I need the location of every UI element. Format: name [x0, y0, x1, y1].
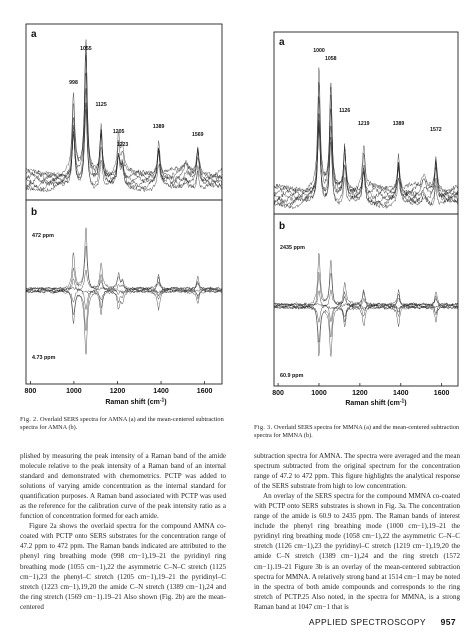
x-tick-label: 1200: [109, 388, 126, 395]
left-text-column: [20, 451, 226, 612]
spectrum-trace: [26, 40, 222, 186]
x-tick-label: 1000: [66, 388, 82, 395]
spectrum-trace: [26, 109, 222, 192]
caption-text: Overlaid SERS spectra for MMNA (a) and the mean-centered subtraction spectra for MMNA (b).: [254, 424, 460, 439]
ppm-low-label: 60.9 ppm: [280, 373, 304, 379]
figure-3: [254, 22, 460, 406]
paragraph: plished by measuring the peak intensity of a Raman band of the amide molecule relative to the peak intensity of a Raman band of an internal standard and demonstrated with chemometrics. PCTP was added to solutions of varying amide concentration as the internal standard for quantification purposes. A Raman band associated with PCTP was used as the reference for the calibration curve of the peak intensity ratio as a function of concentration formed for each amide.: [20, 452, 226, 521]
figure-3-plot: [254, 22, 460, 406]
x-axis-ticks: [25, 381, 213, 395]
panel-b-label: b: [279, 221, 286, 232]
peak-labels: [313, 48, 442, 133]
subtraction-trace: [274, 272, 458, 309]
peak-label-1205: 1205: [112, 129, 125, 135]
peak-label-1389: 1389: [152, 124, 165, 130]
spectrum-trace: [26, 55, 222, 188]
subtraction-trace: [26, 288, 222, 331]
peak-label-1572: 1572: [430, 127, 442, 133]
figure-3-caption: [254, 424, 460, 440]
x-tick-label: 1400: [153, 388, 169, 395]
peak-label-1389: 1389: [392, 121, 405, 127]
page-number: 957: [440, 617, 456, 627]
paragraph: subtraction spectra for AMNA. The spectra were averaged and the mean spectrum subtracted from the original spectrum for the concentration range of 47.2 to 472 ppm. This figure highlights the analytical response of the SERS substrate from high to low concentration.: [254, 452, 460, 491]
x-tick-label: 1600: [196, 388, 213, 395]
page-footer: [309, 617, 456, 627]
panel-a-traces: [274, 68, 458, 209]
subtraction-trace: [274, 303, 458, 356]
peak-label-1569: 1569: [192, 132, 204, 138]
panel-a-traces: [26, 40, 222, 193]
figure-2-plot: [20, 22, 226, 406]
ppm-high-label: 472 ppm: [32, 233, 54, 239]
x-tick-label: 1000: [311, 390, 327, 397]
panel-a-label: a: [31, 29, 37, 40]
paragraph: An overlay of the SERS spectra for the compound MMNA co-coated with PCTP onto SERS substrates is shown in Fig. 3a. The concentration range of the amide is 60.9 to 2435 ppm. The Raman bands of interest include the phenyl ring breathing mode (1000 cm−1),19–21 the pyridinyl ring breathing mode (1058 cm−1),22 the asymmetric C–N–C stretch (1126 cm−1),23 the pyridinyl–C stretch (1219 cm−1),19,20 the amide C–N stretch (1389 cm−1),24 and the ring stretch (1572 cm−1).19–21 Figure 3b is an overlay of the mean-centered subtraction spectra for MMNA. A relatively strong band at 1514 cm−1 may be noted in the spectra of both amide compounds and corresponds to the ring stretch of PCTP.25 Also noted, in the spectra for MMNA, is a strong Raman band at 1047 cm−1 that is: [254, 492, 460, 611]
panel-a-label: a: [279, 37, 285, 48]
spectrum-trace: [274, 123, 458, 208]
caption-label: Fig. 3.: [254, 424, 273, 431]
right-text-column: [254, 451, 460, 612]
subtraction-trace: [26, 228, 222, 292]
peak-label-998: 998: [69, 80, 78, 86]
caption-label: Fig. 2.: [20, 416, 39, 423]
x-tick-label: 1600: [433, 390, 450, 397]
x-tick-label: 1400: [393, 390, 409, 397]
x-axis-title: Raman shift $(cm^{-1})$: [105, 397, 167, 406]
journal-name: APPLIED SPECTROSCOPY: [308, 617, 426, 627]
peak-label-1223: 1223: [116, 142, 129, 148]
panel-b-frame: [274, 214, 458, 386]
ppm-high-label: 2435 ppm: [280, 245, 305, 251]
ppm-low-label: 4.73 ppm: [32, 355, 56, 361]
subtraction-trace: [274, 253, 458, 309]
figure-2-caption: [20, 416, 224, 432]
panel-b-traces: [26, 228, 222, 355]
x-axis-ticks: [272, 383, 449, 397]
spectrum-trace: [26, 45, 222, 186]
x-tick-label: 800: [24, 388, 37, 395]
peak-label-1055: 1055: [80, 46, 92, 52]
peak-label-1126: 1126: [339, 108, 351, 114]
peak-label-1000: 1000: [313, 48, 325, 54]
x-tick-label: 800: [272, 390, 284, 397]
x-tick-label: 1200: [352, 390, 368, 397]
subtraction-trace: [26, 287, 222, 354]
peak-label-1219: 1219: [358, 121, 370, 127]
x-axis-title: Raman shift $(cm^{-1})$: [345, 398, 407, 406]
panel-b-label: b: [31, 207, 38, 218]
figure-2: [20, 22, 226, 406]
peak-label-1125: 1125: [95, 102, 107, 108]
peak-label-1058: 1058: [325, 56, 337, 62]
peak-labels: [69, 46, 204, 148]
spectrum-trace: [274, 82, 458, 202]
caption-text: Overlaid SERS spectra for AMNA (a) and the mean-centered subtraction spectra for AMNA (b).: [20, 416, 224, 431]
spectrum-trace: [274, 68, 458, 201]
paragraph: Figure 2a shows the overlaid spectra for the compound AMNA co-coated with PCTP onto SERS substrates for the concentration range of 47.2 ppm to 472 ppm. The Raman bands indicated are attributed to the phenyl ring breathing mode (998 cm−1),19–21 the pyridinyl ring breathing mode (1055 cm−1),22 the asymmetric C–N–C stretch (1125 cm−1),23 the phenyl–C stretch (1205 cm−1),19–21 the pyridinyl–C stretch (1223 cm−1),19,20 the amide C–N stretch (1389 cm−1),24 and the ring stretch (1569 cm−1).19–21 Also shown (Fig. 2b) are the mean-centered: [20, 522, 226, 611]
panel-b-traces: [274, 253, 458, 356]
